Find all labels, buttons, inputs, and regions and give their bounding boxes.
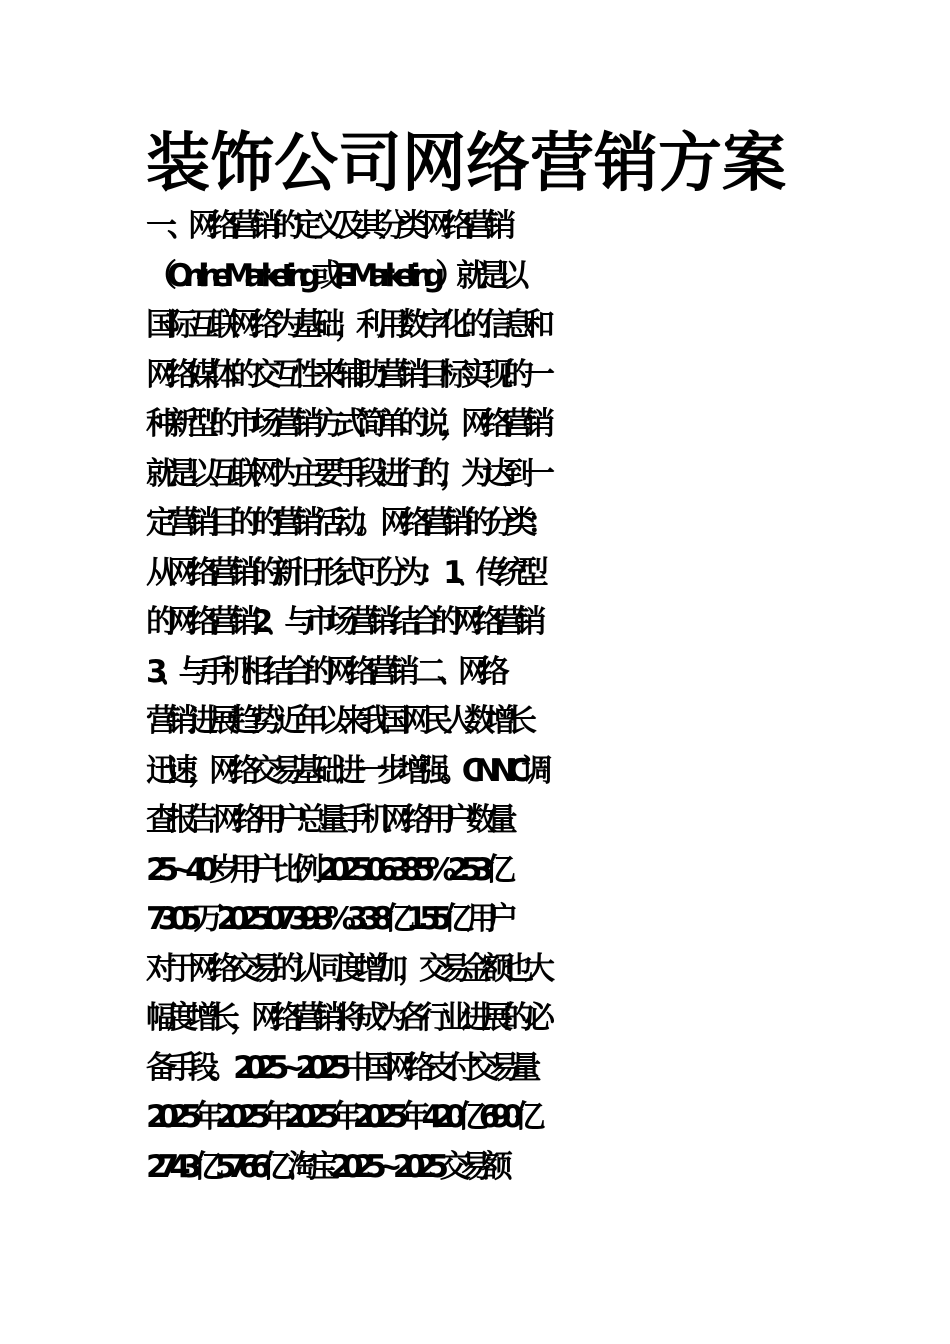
- body-line: 定营销目的的营销活动。 网络营销的分类：: [146, 505, 549, 541]
- body-line: 营销进展趋势 近年以来我国网民人数增长: [146, 703, 528, 739]
- body-line: 从网络营销的新旧形式可分为： 1、传统型: [146, 554, 539, 591]
- body-line: 就是以互联网为主要手段进行的，为达到一: [146, 455, 545, 492]
- body-line: 2025 年 2025 年 2025 年 2025 年 420 亿 690 亿: [146, 1099, 536, 1135]
- body-line: 查报告 网络用户总量 手机网络用户数量: [146, 802, 508, 838]
- body-line: 备手段。 2025~2025 中国网络支付交易量: [146, 1049, 532, 1086]
- body-line: 种新型的市场营销方式简单的说，网络营销: [146, 406, 545, 442]
- body-line: 对于网络交易的认同度增加，交易金额也大: [146, 950, 545, 987]
- body-line: （On-line Marketing 或 E-Marketing）就是以: [146, 257, 520, 294]
- body-line: 国际互联网络为基础，利用数字化的信息和: [146, 307, 545, 343]
- body-line: 2743 亿 5766 亿 淘宝 2025~2025 交易额: [146, 1148, 503, 1185]
- body-line: 3、与手机相结合的网络营销 二、网络: [146, 653, 500, 690]
- body-line: 迅速，网络交易基础进一步增强。 CNNIC 调: [146, 752, 543, 789]
- body-line: 的网络营销 2、与市场营销结合的网络营销: [146, 604, 537, 640]
- document-title: 装饰公司网络营销方案: [146, 126, 786, 201]
- document-body: [146, 202, 846, 1192]
- body-line: 网络媒体的交互性来辅助营销目标实现的一: [146, 356, 545, 393]
- body-line: 幅度增长，网络营销将成为各行业进展的必: [146, 1000, 545, 1036]
- body-line: 一、网络营销的定义及其分类 网络营销: [146, 208, 507, 244]
- body-line: 25~40 岁用户比例 2025.06 38.5% 2.53 亿: [146, 851, 506, 888]
- body-line: 7305 万 2025.07 39.3% 3.38 亿 1.55 亿 用户: [146, 901, 509, 937]
